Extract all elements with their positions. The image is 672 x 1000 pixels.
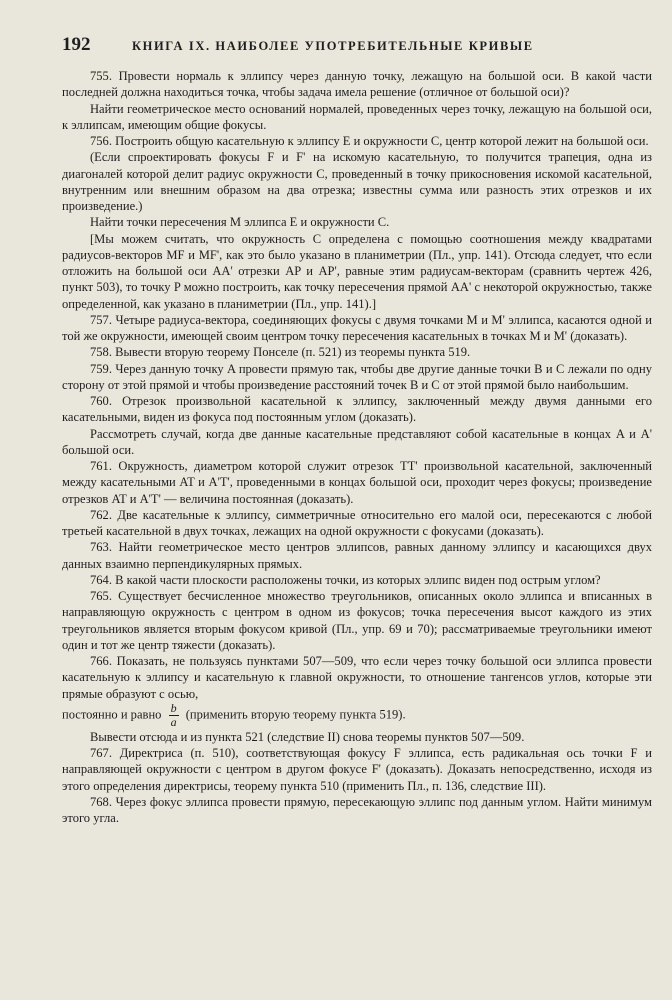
page-number: 192 [62,34,91,55]
problem-755-continuation: Найти геометрическое место оснований нормалей, проведенных через точку, лежащую на большой оси, к эллипсам, имеющим общие фокусы. [62,101,652,132]
problem-757: 757. Четыре радиуса-вектора, соединяющих фокусы с двумя точками M и M' эллипса, касаются одной и той же окружности, имеющей своим центром точку пересечения касательных в точках M и M' (доказать). [62,312,652,343]
formula-trailing-text: (применить вторую теорему пункта 519). [185,707,406,722]
page-header [62,34,652,60]
problem-766: 766. Показать, не пользуясь пунктами 507—509, что если через точку большой оси эллипса провести касательную к эллипсу и касательную к главной окружности, то отношение тангенсов углов, которые эти прямые образуют с осью, [62,654,652,701]
formula-lead-text: постоянно и равно [62,707,162,722]
problem-756: 756. Построить общую касательную к эллипсу E и окружности C, центр которой лежит на большой оси. [90,134,649,148]
problem-765: 765. Существует бесчисленное множество треугольников, описанных около эллипса и вписанных в направляющую окружность с центром в одном из фокусов; точка пересечения высот каждого из этих треугольников является вторым фокусом кривой (Пл., упр. 69 и 70); рассматриваемые треугольники имеют один и тот же центр тяжести (доказать). [62,589,652,652]
problem-768: 768. Через фокус эллипса провести прямую, пересекающую эллипс под данным углом. Найти минимум этого угла. [62,794,652,825]
problem-759: 759. Через данную точку A провести прямую так, чтобы две другие данные точки B и C лежали по одну сторону от этой прямой и чтобы произведение расстояний точек B и C от этой прямой было наибольшим. [62,361,652,392]
problem-756-hint: (Если спроектировать фокусы F и F' на искомую касательную, то получится трапеция, одна из диагоналей которой делит радиус окружности C, проведенный в точку прикосновения искомой касательной, внутренним или внешним образом на два отрезка; известны сумма или разность этих отрезков и их произведение.) [62,150,652,213]
problem-762: 762. Две касательные к эллипсу, симметричные относительно его малой оси, пересекаются с любой третьей касательной в двух точках, лежащих на одной окружности с фокусами (доказать). [62,507,652,538]
running-head: КНИГА IX. НАИБОЛЕЕ УПОТРЕБИТЕЛЬНЫЕ КРИВЫЕ [132,39,534,53]
problem-758: 758. Вывести вторую теорему Понселе (п. 521) из теоремы пункта 519. [90,345,471,360]
problem-756-note: [Мы можем считать, что окружность C определена с помощью соотношения между квадратами радиусов-векторов MF и MF', как это было указано в планиметрии (Пл., упр. 141). Отсюда следует, что если отложить на большой оси AA' отрезки AP и AP', равные этим радиусам-векторам (сравнить чертеж 426, пункт 503), то точку P можно построить, как точку пересечения прямой AA' с некоторой окружностью, также определенной, как указано в планиметрии (Пл., упр. 141).] [62,231,652,311]
fraction-b-over-a [169,702,179,729]
problem-761: 761. Окружность, диаметром которой служит отрезок TT' произвольной касательной, заключенный между касательными AT и A'T', проведенными в концах большой оси, проходит через фокусы; произведение отрезков AT и A'T' — величина постоянная (доказать). [62,459,652,506]
problem-766-continuation: Вывести отсюда и из пункта 521 (следствие II) снова теоремы пунктов 507—509. [90,729,525,744]
problem-755: 755. Провести нормаль к эллипсу через данную точку, лежащую на большой оси. В какой части последней должна находиться точка, чтобы задача имела решение (отличное от большой оси)? [62,69,652,100]
problem-760: 760. Отрезок произвольной касательной к эллипсу, заключенный между двумя данными его касательными, виден из фокуса под постоянным углом (доказать). [62,394,652,425]
problem-763: 763. Найти геометрическое место центров эллипсов, равных данному эллипсу и касающихся двух данных взаимно перпендикулярных прямых. [62,540,652,571]
problem-767: 767. Директриса (п. 510), соответствующая фокусу F эллипса, есть радикальная ось точки F и направляющей окружности с центром в другом фокусе F' (доказать). Доказать непосредственно, исходя из этого определения директрисы, теорему пункта 510 (применить Пл., п. 136, следствие III). [62,746,652,793]
problem-764: 764. В какой части плоскости расположены точки, из которых эллипс виден под острым углом? [90,572,601,587]
fraction-denominator: a [170,714,177,729]
page-body [62,68,652,826]
fraction-numerator: b [170,700,177,715]
problem-760-continuation: Рассмотреть случай, когда две данные касательные представляют собой касательные в концах A и A' большой оси. [62,426,652,457]
problem-766-formula-line [62,702,652,729]
problem-756-continuation: Найти точки пересечения M эллипса E и окружности C. [90,215,390,230]
